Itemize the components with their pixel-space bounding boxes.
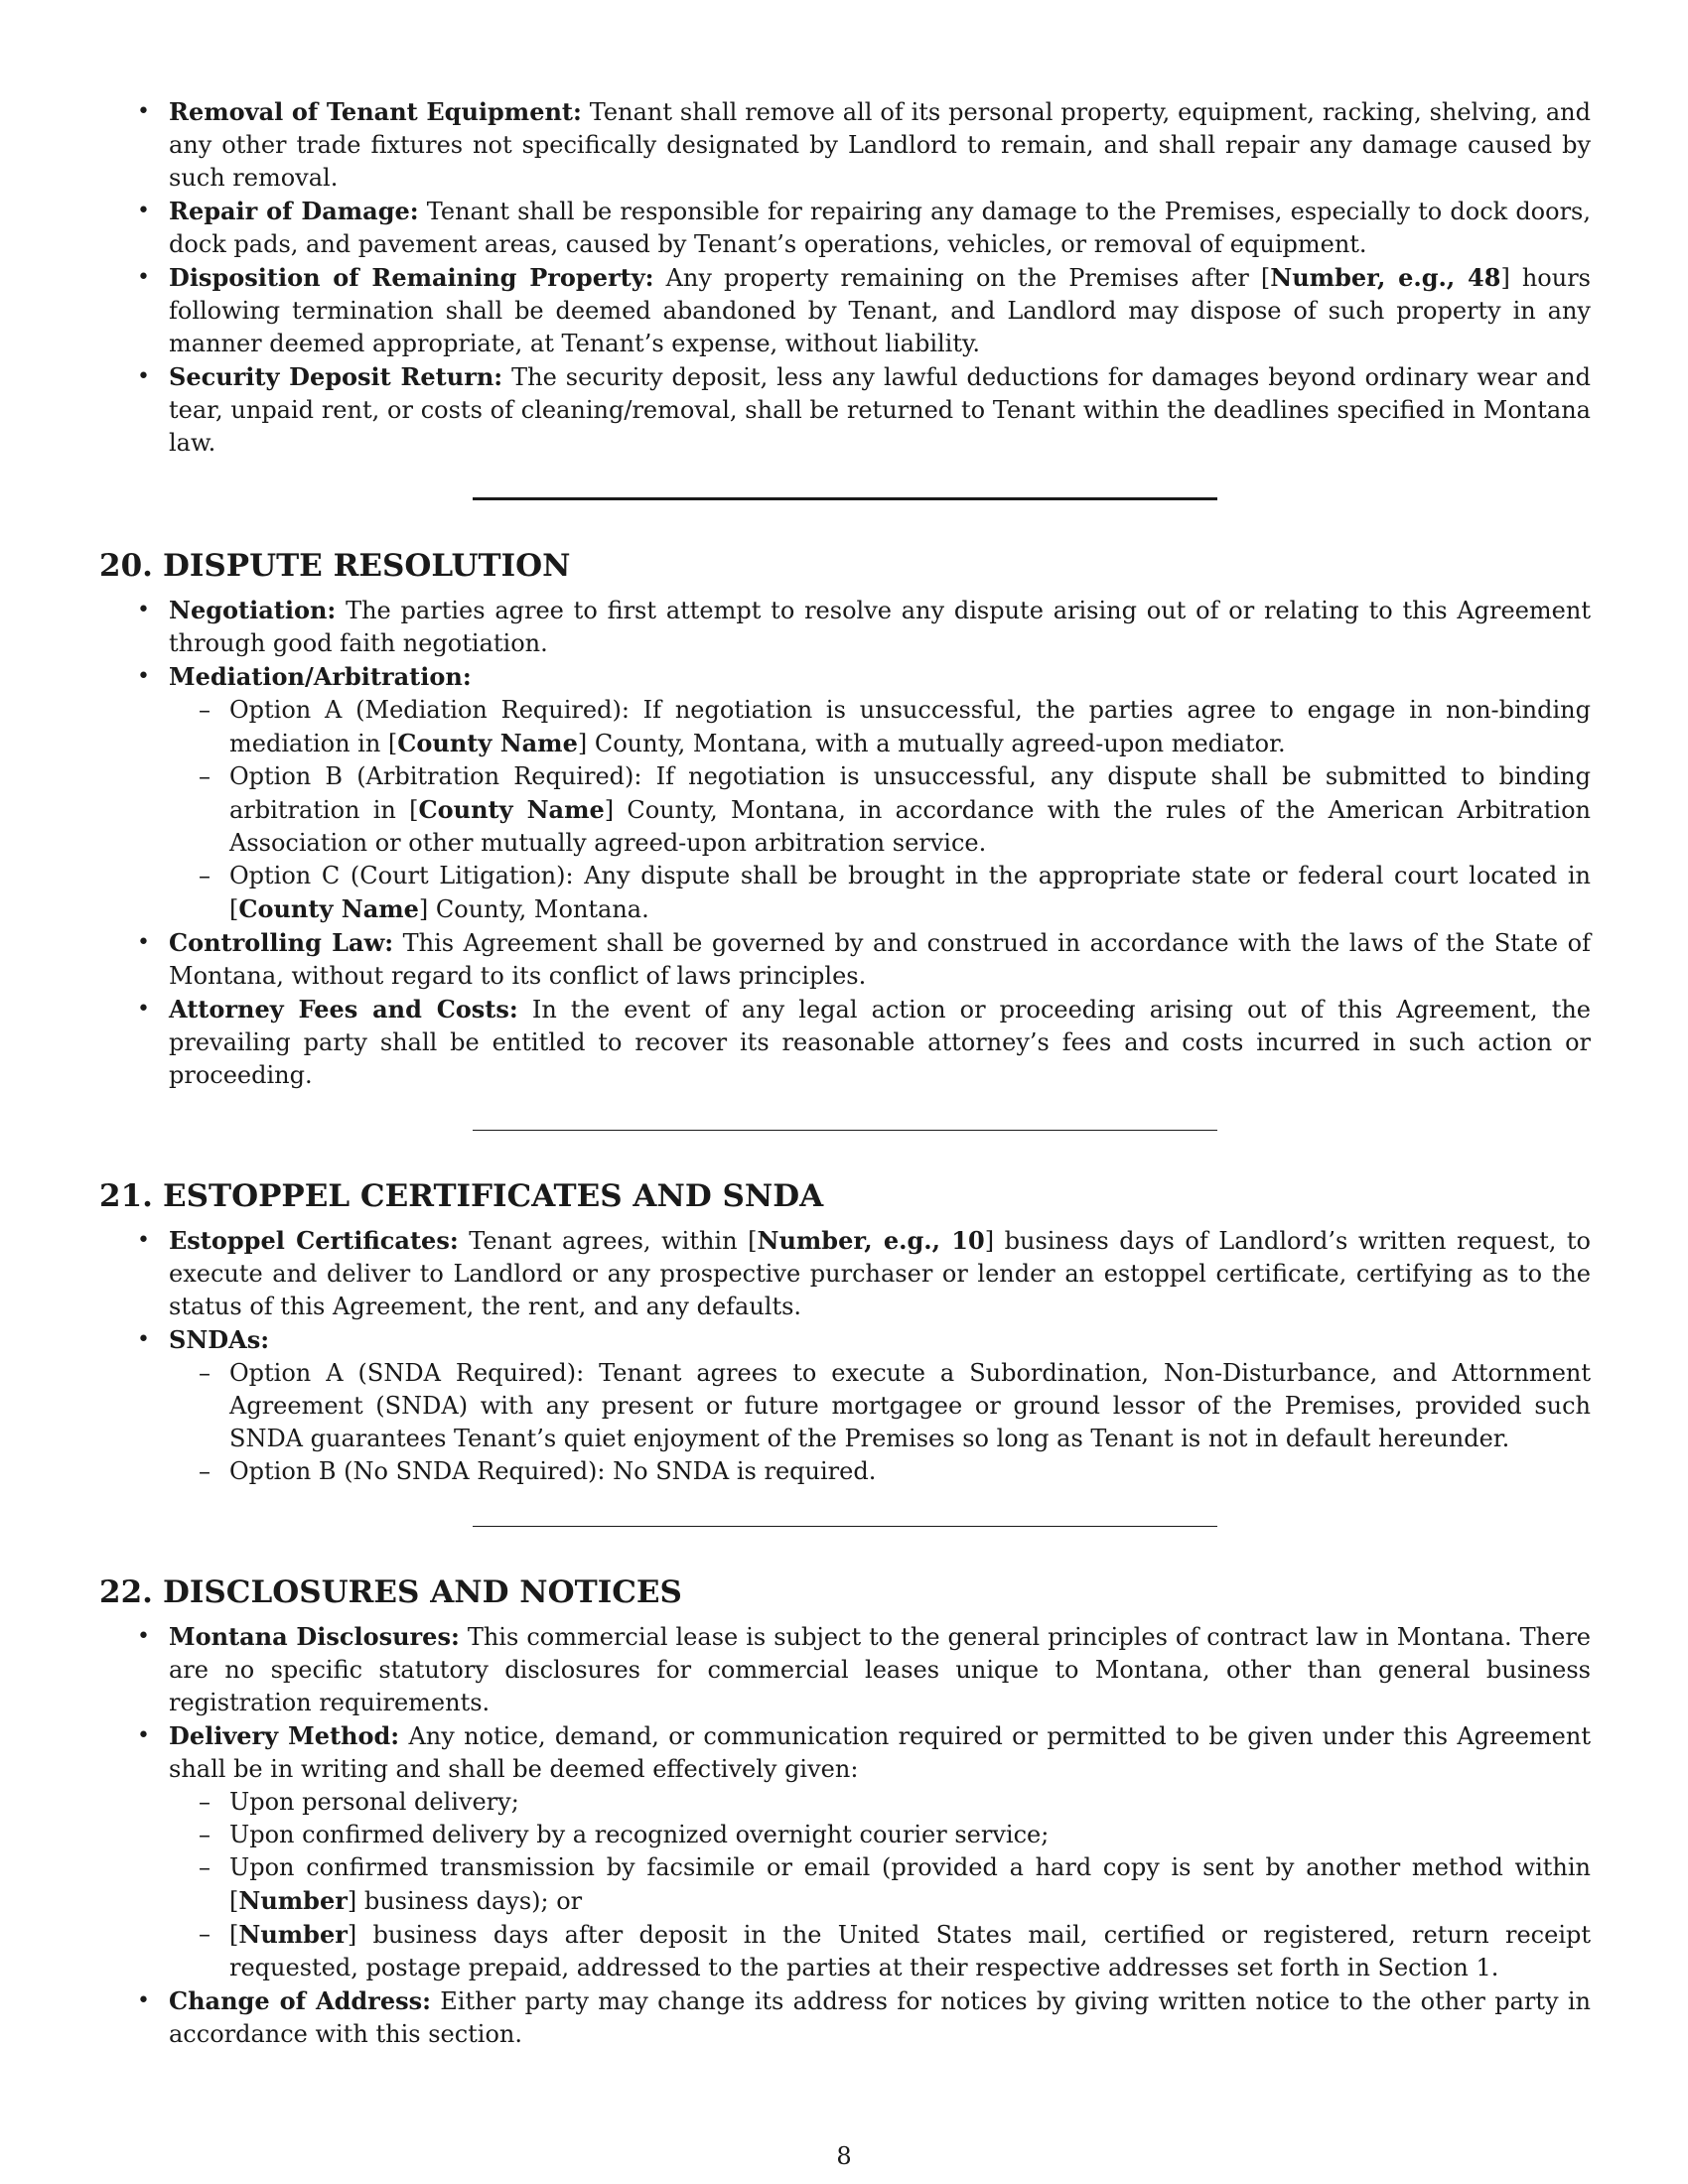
- list-item: • Montana Disclosures: This commercial lease is subject to the general principles of contract law in Montana. There are no specific statutory disclosures for commercial leases unique to Montana, other than general business registration requirements.: [99, 1620, 1591, 1719]
- list-item: – Upon confirmed transmission by facsimile or email (provided a hard copy is sent by another method within [Number] business days); or: [169, 1851, 1591, 1918]
- list-item: • Delivery Method: Any notice, demand, or communication required or permitted to be given under this Agreement shall be in writing and shall be deemed effectively given: – Upon personal delivery; – Upon confirmed delivery by a recognized overnight courier service; – Upon confirmed transmission by facsimile or email (provided a hard copy is sent by another method within [Number] business days); or – [Number] business days after deposit in the United States mail, certified or registered, return receipt requested, postage prepaid, addressed to the parties at their respective addresses set forth in Section 1.: [99, 1719, 1591, 1984]
- list-item: • Disposition of Remaining Property: Any property remaining on the Premises after [Number, e.g., 48] hours following termination shall be deemed abandoned by Tenant, and Landlord may dispose of such property in any manner deemed appropriate, at Tenant’s expense, without liability.: [99, 261, 1591, 360]
- mediation-options: [169, 694, 1591, 926]
- list-item: • Repair of Damage: Tenant shall be responsible for repairing any damage to the Premises, especially to dock doors, dock pads, and pavement areas, caused by Tenant’s operations, vehicles, or removal of equipment.: [99, 195, 1591, 261]
- list-item: – Option B (Arbitration Required): If negotiation is unsuccessful, any dispute shall be submitted to binding arbitration in [County Name] County, Montana, in accordance with the rules of the American Arbitration Association or other mutually agreed-upon arbitration service.: [169, 760, 1591, 860]
- list-item: – Upon confirmed delivery by a recognized overnight courier service;: [169, 1819, 1591, 1851]
- section-divider: [473, 1130, 1217, 1131]
- list-item: – Option A (Mediation Required): If negotiation is unsuccessful, the parties agree to engage in non-binding mediation in [County Name] County, Montana, with a mutually agreed-upon mediator.: [169, 694, 1591, 760]
- notices-list: [99, 1620, 1591, 2051]
- list-item: • Negotiation: The parties agree to first attempt to resolve any dispute arising out of or relating to this Agreement through good faith negotiation.: [99, 594, 1591, 660]
- list-item: • Removal of Tenant Equipment: Tenant shall remove all of its personal property, equipment, racking, shelving, and any other trade fixtures not specifically designated by Landlord to remain, and shall repair any damage caused by such removal.: [99, 95, 1591, 195]
- estoppel-list: [99, 1224, 1591, 1488]
- list-item: – [Number] business days after deposit in the United States mail, certified or registered, return receipt requested, postage prepaid, addressed to the parties at their respective addresses set forth in Section 1.: [169, 1918, 1591, 1984]
- list-item: – Option B (No SNDA Required): No SNDA is required.: [169, 1455, 1591, 1488]
- delivery-options: [169, 1786, 1591, 1984]
- section-divider: [473, 1526, 1217, 1527]
- list-item: • Change of Address: Either party may change its address for notices by giving written notice to the other party in accordance with this section.: [99, 1984, 1591, 2051]
- section-heading-20: 20. DISPUTE RESOLUTION: [99, 548, 571, 584]
- section-heading-22: 22. DISCLOSURES AND NOTICES: [99, 1574, 682, 1610]
- list-item: – Option C (Court Litigation): Any dispute shall be brought in the appropriate state or federal court located in [County Name] County, Montana.: [169, 860, 1591, 926]
- list-item: • SNDAs: – Option A (SNDA Required): Tenant agrees to execute a Subordination, Non-Disturbance, and Attornment Agreement (SNDA) with any present or future mortgagee or ground lessor of the Premises, provided such SNDA guarantees Tenant’s quiet enjoyment of the Premises so long as Tenant is not in default hereunder. – Option B (No SNDA Required): No SNDA is required.: [99, 1323, 1591, 1488]
- list-item: • Mediation/Arbitration: – Option A (Mediation Required): If negotiation is unsuccessful, the parties agree to engage in non-binding mediation in [County Name] County, Montana, with a mutually agreed-upon mediator. – Option B (Arbitration Required): If negotiation is unsuccessful, any dispute shall be submitted to binding arbitration in [County Name] County, Montana, in accordance with the rules of the American Arbitration Association or other mutually agreed-upon arbitration service. – Option C (Court Litigation): Any dispute shall be brought in the appropriate state or federal court located in [County Name] County, Montana.: [99, 660, 1591, 926]
- list-item: • Security Deposit Return: The security deposit, less any lawful deductions for damages beyond ordinary wear and tear, unpaid rent, or costs of cleaning/removal, shall be returned to Tenant within the deadlines specified in Montana law.: [99, 360, 1591, 460]
- section-heading-21: 21. ESTOPPEL CERTIFICATES AND SNDA: [99, 1178, 824, 1214]
- section-divider: [473, 497, 1217, 500]
- list-item: • Attorney Fees and Costs: In the event of any legal action or proceeding arising out of this Agreement, the prevailing party shall be entitled to recover its reasonable attorney’s fees and costs incurred in such action or proceeding.: [99, 993, 1591, 1092]
- dispute-resolution-list: [99, 594, 1591, 1092]
- list-item: • Estoppel Certificates: Tenant agrees, within [Number, e.g., 10] business days of Landlord’s written request, to execute and deliver to Landlord or any prospective purchaser or lender an estoppel certificate, certifying as to the status of this Agreement, the rent, and any defaults.: [99, 1224, 1591, 1323]
- list-item: – Upon personal delivery;: [169, 1786, 1591, 1819]
- termination-list: [99, 95, 1591, 460]
- list-item: • Controlling Law: This Agreement shall be governed by and construed in accordance with the laws of the State of Montana, without regard to its conflict of laws principles.: [99, 926, 1591, 993]
- document-page: [99, 95, 1591, 2051]
- page-number: 8: [836, 2142, 852, 2170]
- snda-options: [169, 1357, 1591, 1488]
- list-item: – Option A (SNDA Required): Tenant agrees to execute a Subordination, Non-Disturbance, and Attornment Agreement (SNDA) with any present or future mortgagee or ground lessor of the Premises, provided such SNDA guarantees Tenant’s quiet enjoyment of the Premises so long as Tenant is not in default hereunder.: [169, 1357, 1591, 1455]
